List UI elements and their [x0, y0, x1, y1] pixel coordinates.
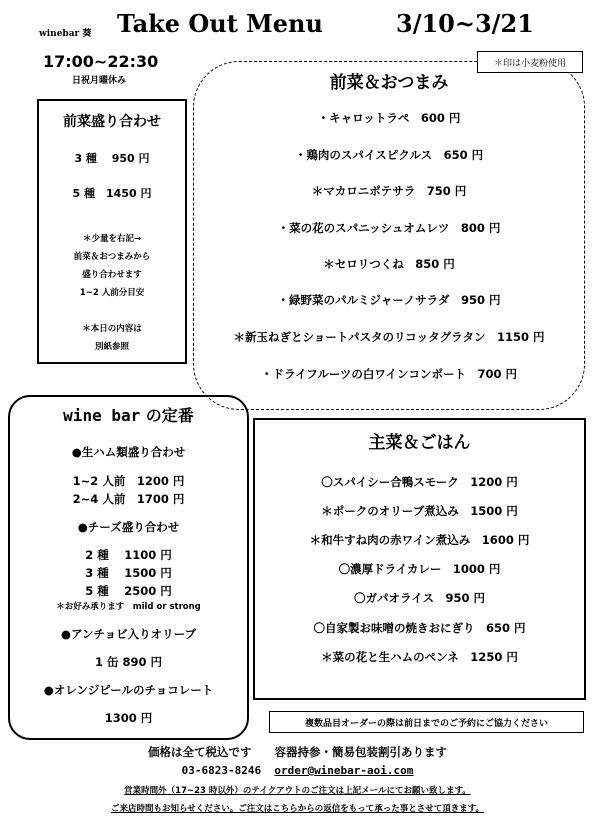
visit-time-note: ご来店時間もお知らせください。ご注文はこちらからの返信をもって承った事とさせて頂きます。 — [110, 804, 485, 814]
wheat-note: ＊印は小麦粉使用 — [477, 51, 583, 73]
platter-note: ＊本日の内容は — [82, 324, 142, 334]
email-link[interactable]: order@winebar-aoi.com — [274, 764, 414, 777]
platter-note: 前菜＆おつまみから — [73, 252, 151, 262]
main-item: ＊和牛すね肉の赤ワイン煮込み 1600 円 — [309, 533, 530, 547]
brand-name: winebar 葵 — [39, 29, 92, 39]
main-item: ＊ポークのオリーブ煮込み 1500 円 — [321, 504, 518, 518]
wine-price: 2 種 1100 円 — [85, 548, 172, 562]
main-item: 〇自家製お味噌の焼きおにぎり 650 円 — [313, 621, 526, 635]
after-hours-note: 営業時間外（17~23 時以外）のテイクアウトのご注文は上記メールにてお願い致します。 — [124, 786, 471, 796]
wine-item: ●生ハム類盛り合わせ — [71, 445, 186, 459]
wine-price: 3 種 1500 円 — [85, 566, 172, 580]
platter-note: 別紙参照 — [94, 342, 129, 352]
menu-dates: 3/10~3/21 — [396, 9, 534, 38]
phone-number: 03-6823-8246 — [181, 764, 262, 777]
wine-price: 5 種 2500 円 — [85, 584, 172, 598]
platter-note: 盛り合わせます — [82, 270, 142, 280]
wine-title-jp: の定番 — [140, 406, 194, 425]
appetizer-item: ・鶏肉のスパイスピクルス 650 円 — [294, 148, 484, 162]
appetizer-item: ＊新玉ねぎとショートパスタのリコッタグラタン 1150 円 — [233, 330, 545, 344]
wine-title-latin: wine bar — [63, 406, 141, 425]
wine-item: ●アンチョビ入りオリーブ — [60, 627, 197, 641]
appetizer-title: 前菜＆おつまみ — [329, 73, 449, 93]
appetizer-item: ・キャロットラペ 600 円 — [317, 111, 461, 125]
main-item: 〇スパイシー合鴨スモーク 1200 円 — [321, 475, 518, 489]
platter-price: 5 種 1450 円 — [72, 187, 152, 200]
closed-days: 日祝月曜休み — [72, 76, 127, 86]
main-item: 〇濃厚ドライカレー 1000 円 — [338, 562, 501, 576]
wine-item: ●オレンジピールのチョコレート — [43, 683, 214, 697]
main-item: ＊菜の花と生ハムのペンネ 1250 円 — [321, 650, 518, 664]
wine-item: ●チーズ盛り合わせ — [77, 520, 180, 534]
appetizer-item: ・菜の花のスパニッシュオムレツ 800 円 — [277, 221, 501, 235]
tax-container-note: 価格は全て税込です 容器持参・簡易包装割引あります — [148, 745, 447, 759]
main-item: 〇ガパオライス 950 円 — [353, 591, 486, 605]
platter-note: 1~2 人前分目安 — [79, 288, 145, 298]
business-hours: 17:00~22:30 — [43, 52, 159, 71]
wine-note: ＊お好み承ります mild or strong — [56, 602, 201, 612]
wine-price: 1300 円 — [104, 711, 153, 725]
advance-order-note: 複数品目オーダーの際は前日までのご予約にご協力ください — [269, 711, 584, 733]
platter-note: ＊少量を右記→ — [82, 234, 142, 244]
wine-price: 1~2 人前 1200 円 — [72, 474, 185, 488]
appetizer-item: ＊マカロニポテサラ 750 円 — [311, 184, 467, 198]
contact-line — [0, 764, 595, 777]
appetizer-item: ＊セロリつくね 850 円 — [323, 257, 455, 271]
wine-classics-title — [8, 403, 249, 426]
mains-title: 主菜＆ごはん — [368, 433, 471, 453]
platter-price: 3 種 950 円 — [74, 152, 150, 165]
platter-title: 前菜盛り合わせ — [63, 114, 161, 130]
appetizer-item: ・緑野菜のパルミジャーノサラダ 950 円 — [277, 293, 501, 307]
menu-title: Take Out Menu — [117, 9, 323, 38]
appetizer-item: ・ドライフルーツの白ワインコンポート 700 円 — [260, 367, 518, 381]
wine-price: 2~4 人前 1700 円 — [72, 492, 185, 506]
wine-price: 1 缶 890 円 — [94, 655, 163, 669]
